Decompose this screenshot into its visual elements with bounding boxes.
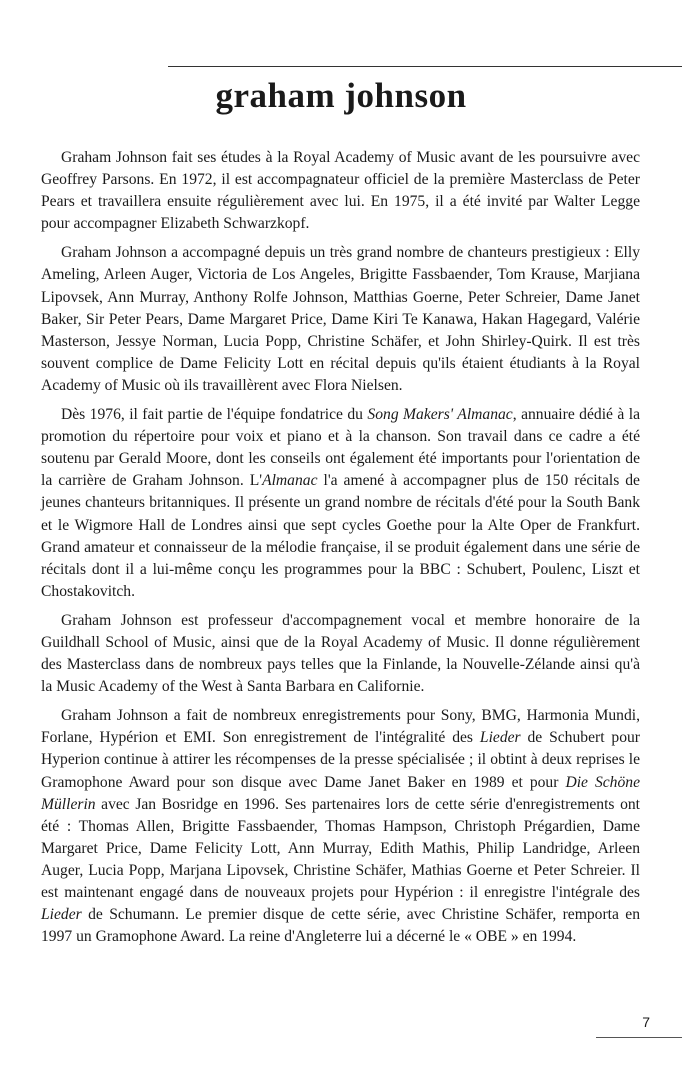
paragraph-text: avec Jan Bosridge en 1996. Ses partenaires lors de cette série d'enregistrements ont été : Thomas Allen, Brigitte Fassbaender, Thomas Hampson, Christoph Prégardien, Dame Margaret Price, Dame Felicity Lott, Ann Murray, Edith Mathis, Philip Landridge, Arleen Auger, Lucia Popp, Marjana Lipovsek, Christine Schäfer, Mathias Goerne et Peter Schreier. Il est maintenant engagé dans de nouveaux projets pour Hypérion : il enregistre l'intégrale des bbox=[41, 795, 640, 901]
paragraph bbox=[41, 242, 640, 397]
italic-title-text: Song Makers' Almanac bbox=[367, 406, 513, 424]
paragraph bbox=[41, 147, 640, 235]
paragraph-text: Graham Johnson a fait de nombreux enregistrements pour Sony, BMG, Harmonia Mundi, Forlane, Hypérion et EMI. Son enregistrement de l'intégralité des bbox=[41, 707, 640, 747]
header-rule bbox=[168, 66, 682, 67]
italic-title-text: Die Schöne Müllerin bbox=[41, 773, 640, 813]
paragraph bbox=[41, 705, 640, 948]
footer-rule bbox=[596, 1037, 682, 1038]
italic-title-text: Lieder bbox=[479, 729, 521, 747]
page-number: 7 bbox=[642, 1014, 650, 1030]
paragraph-text: Graham Johnson est professeur d'accompagnement vocal et membre honoraire de la Guildhall School of Music, ainsi que de la Royal Academy of Music. Il donne régulièrement des Masterclass dans de nombreux pays telles que la Finlande, la Nouvelle-Zélande ainsi qu'à la Music Academy of the West à Santa Barbara en Californie. bbox=[41, 611, 640, 696]
page-title: graham johnson bbox=[215, 76, 467, 115]
article-body bbox=[41, 147, 640, 955]
paragraph bbox=[41, 404, 640, 603]
paragraph-text: de Schumann. Le premier disque de cette série, avec Christine Schäfer, remporta en 1997 un Gramophone Award. La reine d'Angleterre lui a décerné le « OBE » en 1994. bbox=[41, 906, 640, 946]
paragraph-text: Graham Johnson fait ses études à la Royal Academy of Music avant de les poursuivre avec Geoffrey Parsons. En 1972, il est accompagnateur officiel de la première Masterclass de Peter Pears et travaillera ensuite régulièrement avec lui. En 1975, il a été invité par Walter Legge pour accompagner Elizabeth Schwarzkopf. bbox=[41, 149, 640, 233]
italic-title-text: Lieder bbox=[41, 906, 82, 924]
paragraph-text: Graham Johnson a accompagné depuis un très grand nombre de chanteurs prestigieux : Elly Ameling, Arleen Auger, Victoria de Los Angeles, Brigitte Fassbaender, Tom Krause, Marjiana Lipovsek, Ann Murray, Anthony Rolfe Johnson, Matthias Goerne, Peter Schreier, Dame Janet Baker, Sir Peter Pears, Dame Margaret Price, Dame Kiri Te Kanawa, Hakan Hagegard, Valérie Masterson, Jessye Norman, Lucia Popp, Christine Schäfer, et John Shirley-Quirk. Il est très souvent complice de Dame Felicity Lott en récital depuis qu'ils étaient étudiants à la Royal Academy of Music où ils travaillèrent avec Flora Nielsen. bbox=[41, 244, 640, 394]
paragraph bbox=[41, 610, 640, 698]
paragraph-text: l'a amené à accompagner plus de 150 récitals de jeunes chanteurs britanniques. Il présente un grand nombre de récitals d'été pour la South Bank et le Wigmore Hall de Londres ainsi que sept cycles Goethe pour la Alte Oper de Frankfurt. Grand amateur et connaisseur de la mélodie française, il se produit également dans une série de récitals dont il a lui-même conçu les programmes pour la BBC : Schubert, Poulenc, Liszt et Chostakovitch. bbox=[41, 472, 640, 600]
paragraph-text: de Schubert pour Hyperion continue à attirer les récompenses de la presse spécialisée ; il obtint à deux reprises le Gramophone Award pour son disque avec Dame Janet Baker en 1989 et pour bbox=[41, 729, 640, 791]
paragraph-text: , annuaire dédié à la promotion du répertoire pour voix et piano et à la chanson. Son travail dans ce cadre a été soutenu par Gerald Moore, dont les conseils ont également été importants pour l'orientation de la carrière de Graham Johnson. L' bbox=[41, 406, 640, 490]
italic-title-text: Almanac bbox=[262, 472, 318, 490]
paragraph-text: Dès 1976, il fait partie de l'équipe fondatrice du bbox=[61, 406, 368, 424]
